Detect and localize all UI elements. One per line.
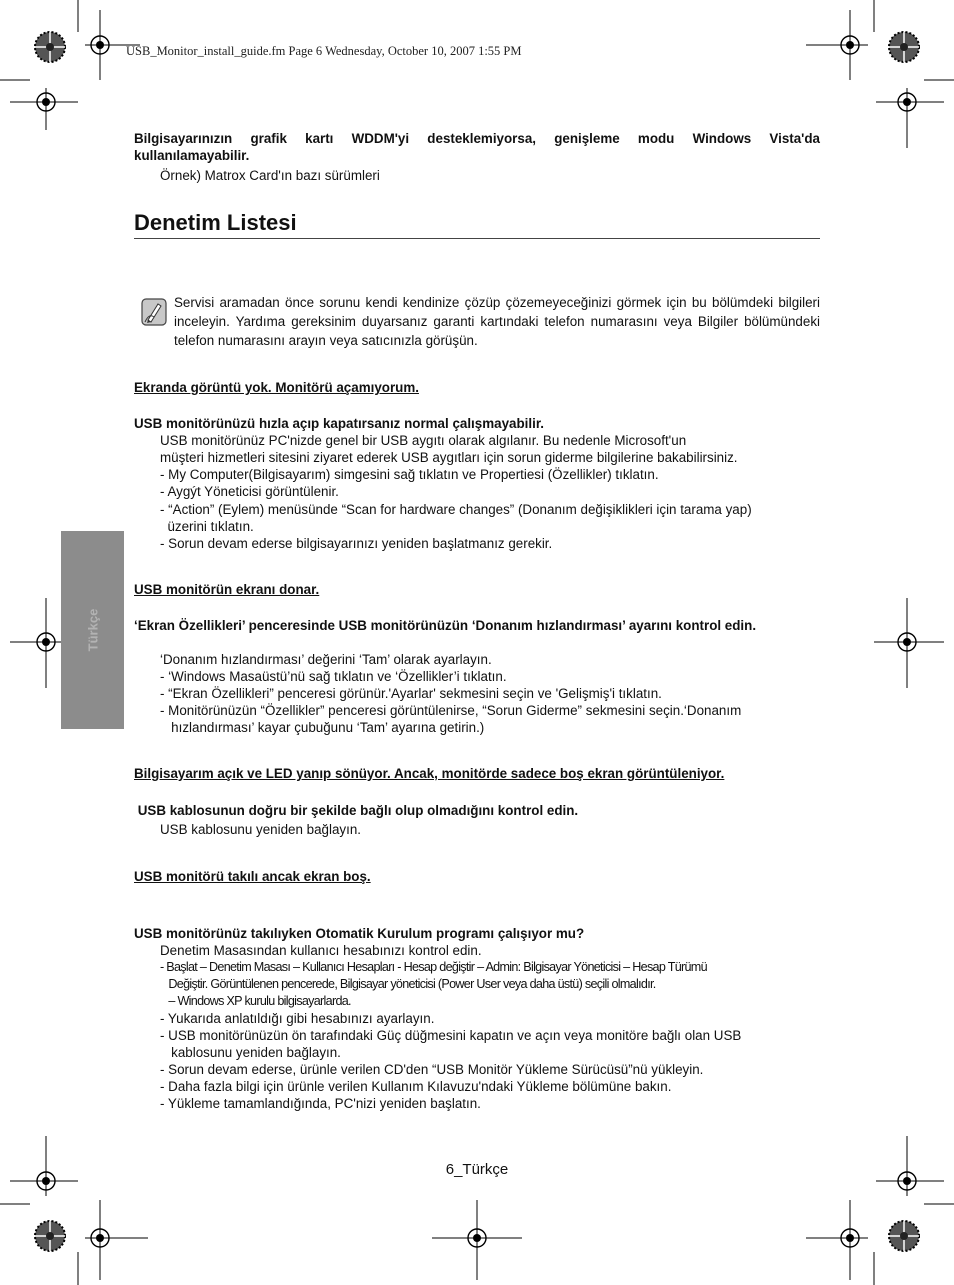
- language-tab-label: Türkçe: [85, 608, 100, 652]
- note-icon-box: [141, 298, 167, 326]
- step-line: - Yükleme tamamlandığında, PC'nizi yeniden başlatın.: [160, 1096, 481, 1111]
- issue-cause-4: USB monitörünüz takılıyken Otomatik Kurulum programı çalışıyor mu?: [134, 926, 585, 941]
- step-line: - “Ekran Özellikleri” penceresi görünür.'Ayarlar' sekmesini seçin ve 'Gelişmiş'i tıklatın.: [160, 686, 662, 701]
- issue-steps-2: [134, 651, 846, 736]
- issue-steps-4: [134, 942, 846, 1112]
- step-line-condensed: – Windows XP kurulu bilgisayarlarda.: [160, 994, 351, 1008]
- language-side-tab: [61, 531, 124, 729]
- step-line: - USB monitörünüzün ön tarafındaki Güç düğmesini kapatın ve açın veya monitöre bağlı olan USB: [160, 1028, 742, 1043]
- step-line: müşteri hizmetleri sitesini ziyaret ederek USB aygıtları için sorun giderme bilgilerine bakabilirsiniz.: [160, 450, 738, 465]
- issue-cause-3: USB kablosunun doğru bir şekilde bağlı olup olmadığını kontrol edin.: [134, 803, 579, 818]
- document-slug: USB_Monitor_install_guide.fm Page 6 Wednesday, October 10, 2007 1:55 PM: [126, 44, 522, 58]
- step-line: Denetim Masasından kullanıcı hesabınızı kontrol edin.: [160, 943, 482, 958]
- step-line: ‘Donanım hızlandırması’ değerini ‘Tam’ olarak ayarlayın.: [160, 652, 492, 667]
- step-line: - Yukarıda anlatıldığı gibi hesabınızı ayarlayın.: [160, 1011, 435, 1026]
- step-line: USB kablosunu yeniden bağlayın.: [160, 822, 361, 837]
- step-line: - “Action” (Eylem) menüsünde “Scan for hardware changes” (Donanım değişiklikleri için tarama yap): [160, 502, 752, 517]
- issue-heading-1: Ekranda görüntü yok. Monitörü açamıyorum.: [134, 380, 419, 395]
- step-line: - Monitörünüzün “Özellikler” penceresi görüntülenirse, “Sorun Giderme” sekmesini seçin.‘Donanım: [160, 703, 742, 718]
- note-text: Servisi aramadan önce sorunu kendi kendinize çözüp çözemeyeceğinizi görmek için bu bölümdeki bilgileri inceleyin. Yardıma gereksinim duyarsanız garanti kartındaki telefon numarasını veya Bilgiler bölümündeki telefon numarasını arayın veya satıcınızla görüşün.: [174, 295, 820, 348]
- wddm-warning: Bilgisayarınızın grafik kartı WDDM'yi desteklemiyorsa, genişleme modu Windows Vista'da kullanılamayabilir.: [134, 131, 820, 163]
- issue-heading-4: USB monitörü takılı ancak ekran boş.: [134, 869, 371, 884]
- step-line: - Sorun devam ederse bilgisayarınızı yeniden başlatmanız gerekir.: [160, 536, 553, 551]
- page-title: Denetim Listesi: [134, 210, 820, 239]
- intro-example: Örnek) Matrox Card'ın bazı sürümleri: [160, 168, 380, 183]
- page-footer: 6_Türkçe: [445, 1161, 509, 1178]
- step-line: - My Computer(Bilgisayarım) simgesini sağ tıklatın ve Propertiesi (Özellikler) tıklatın.: [160, 467, 659, 482]
- step-line: üzerini tıklatın.: [160, 519, 254, 534]
- step-line: USB monitörünüz PC'nizde genel bir USB aygıtı olarak algılanır. Bu nedenle Microsoft'un: [160, 433, 687, 448]
- issue-steps-3: [134, 821, 846, 838]
- issue-cause-2: ‘Ekran Özellikleri’ penceresinde USB monitörünüzün ‘Donanım hızlandırması’ ayarını kontrol edin.: [134, 618, 757, 633]
- step-line: - ‘Windows Masaüstü’nü sağ tıklatın ve ‘Özellikler’i tıklatın.: [160, 669, 507, 684]
- issue-steps-1: [134, 432, 846, 552]
- step-line: hızlandırması’ kayar çubuğunu ‘Tam’ ayarına getirin.): [160, 720, 485, 735]
- step-line-condensed: - Başlat – Denetim Masası – Kullanıcı Hesapları - Hesap değiştir – Admin: Bilgisayar Yöneticisi – Hesap Türümü: [160, 960, 707, 974]
- note-pencil-icon: [141, 298, 167, 326]
- step-line: kablosunu yeniden bağlayın.: [160, 1045, 341, 1060]
- step-line: - Daha fazla bilgi için ürünle verilen Kullanım Kılavuzu'ndaki Yükleme bölümüne bakın.: [160, 1079, 672, 1094]
- issue-heading-3: Bilgisayarım açık ve LED yanıp sönüyor. Ancak, monitörde sadece boş ekran görüntüleniyor.: [134, 766, 725, 781]
- step-line-condensed: Değiştir. Görüntülenen pencerede, Bilgisayar yöneticisi (Power User veya daha üstü) seçili olmalıdır.: [160, 977, 656, 991]
- step-line: - Sorun devam ederse, ürünle verilen CD'den “USB Monitör Yükleme Sürücüsü”nü yükleyin.: [160, 1062, 704, 1077]
- step-line: - Aygýt Yöneticisi görüntülenir.: [160, 484, 339, 499]
- intro-block: [134, 130, 820, 164]
- issue-heading-2: USB monitörün ekranı donar.: [134, 582, 320, 597]
- issue-cause-1: USB monitörünüzü hızla açıp kapatırsanız normal çalışmayabilir.: [134, 416, 545, 431]
